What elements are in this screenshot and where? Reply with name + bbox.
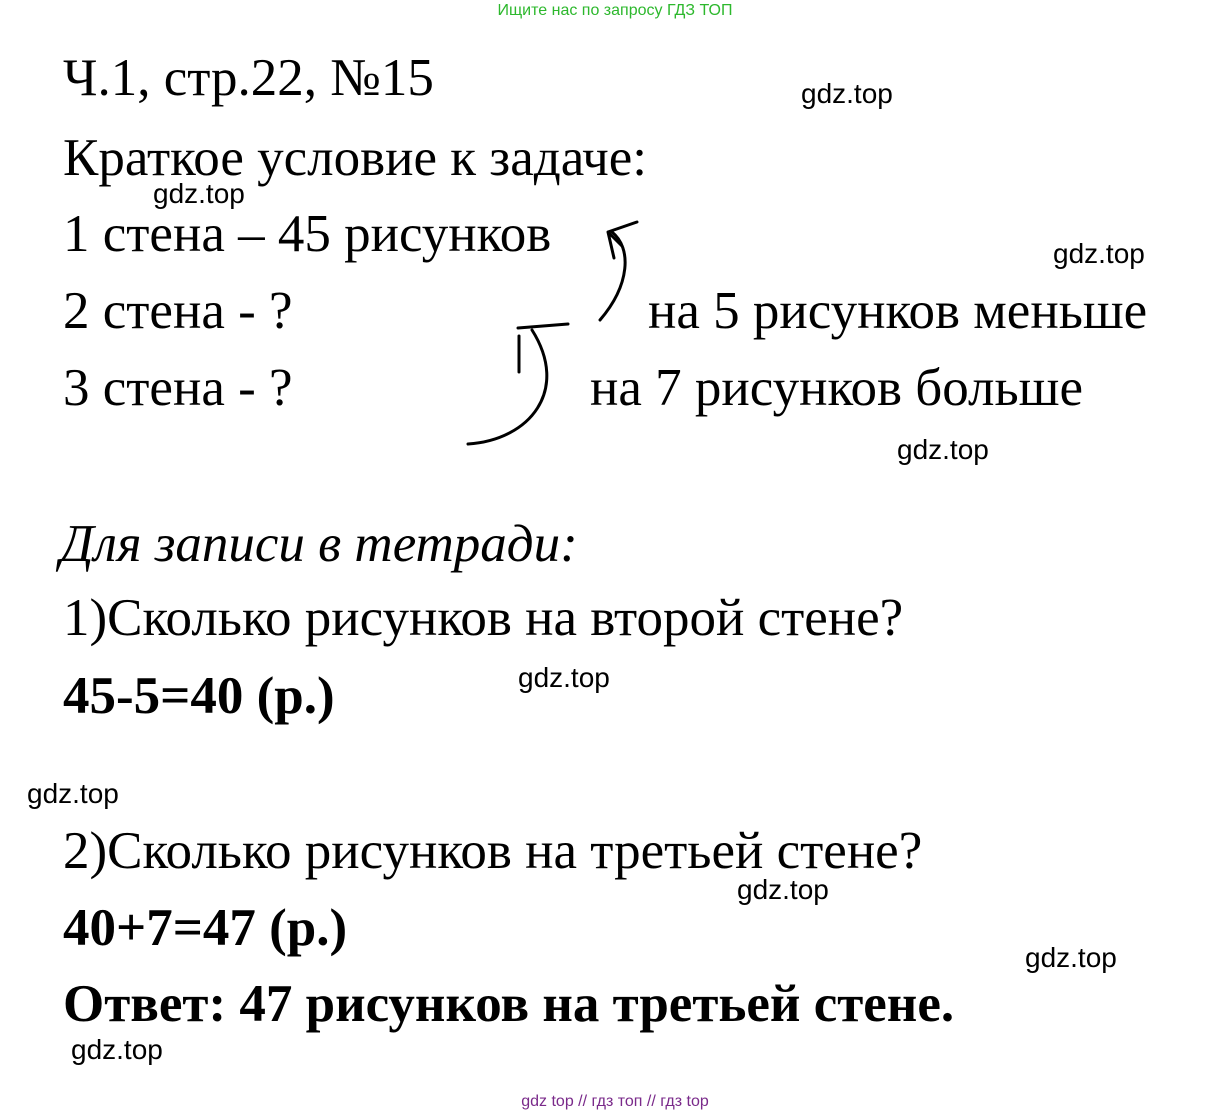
condition-line-3: 3 стена - ? <box>63 359 293 417</box>
step-1-calc: 45-5=40 (р.) <box>63 667 335 725</box>
footer-link-gdz-top-mixed[interactable]: гдз top <box>660 1093 709 1110</box>
step-2-question: 2)Сколько рисунков на третьей стене? <box>63 822 923 880</box>
answer: Ответ: 47 рисунков на третьей стене. <box>63 975 955 1033</box>
task-title: Ч.1, стр.22, №15 <box>63 49 434 107</box>
footer-link-gdz-top-ru[interactable]: гдз топ <box>591 1093 643 1110</box>
footer-link-gdz-top[interactable]: gdz top <box>521 1093 574 1110</box>
watermark: gdz.top <box>1025 942 1117 973</box>
relation-more: на 7 рисунков больше <box>590 359 1083 417</box>
step-1-question: 1)Сколько рисунков на второй стене? <box>63 589 904 647</box>
watermark: gdz.top <box>737 874 829 905</box>
footer-separator: // <box>578 1093 588 1110</box>
brief-condition-heading: Краткое условие к задаче: <box>63 129 648 187</box>
step-2-calc: 40+7=47 (р.) <box>63 899 348 957</box>
watermark: gdz.top <box>897 434 989 465</box>
condition-line-2: 2 стена - ? <box>63 282 293 340</box>
watermark: gdz.top <box>27 778 119 809</box>
footer-separator: // <box>646 1093 656 1110</box>
watermark: gdz.top <box>1053 238 1145 269</box>
watermark: gdz.top <box>518 662 610 693</box>
watermark: gdz.top <box>71 1034 163 1065</box>
relation-less: на 5 рисунков меньше <box>648 282 1148 340</box>
arrow-head-bottom <box>518 324 568 328</box>
arrow-head-top <box>608 222 637 258</box>
top-banner: Ищите нас по запросу ГДЗ ТОП <box>497 2 733 19</box>
condition-line-1: 1 стена – 45 рисунков <box>63 205 552 263</box>
footer-links <box>0 1094 1230 1110</box>
watermark: gdz.top <box>801 78 893 109</box>
notebook-heading: Для записи в тетради: <box>60 515 578 573</box>
arrow-to-wall-3 <box>468 330 547 444</box>
watermark: gdz.top <box>153 178 245 209</box>
